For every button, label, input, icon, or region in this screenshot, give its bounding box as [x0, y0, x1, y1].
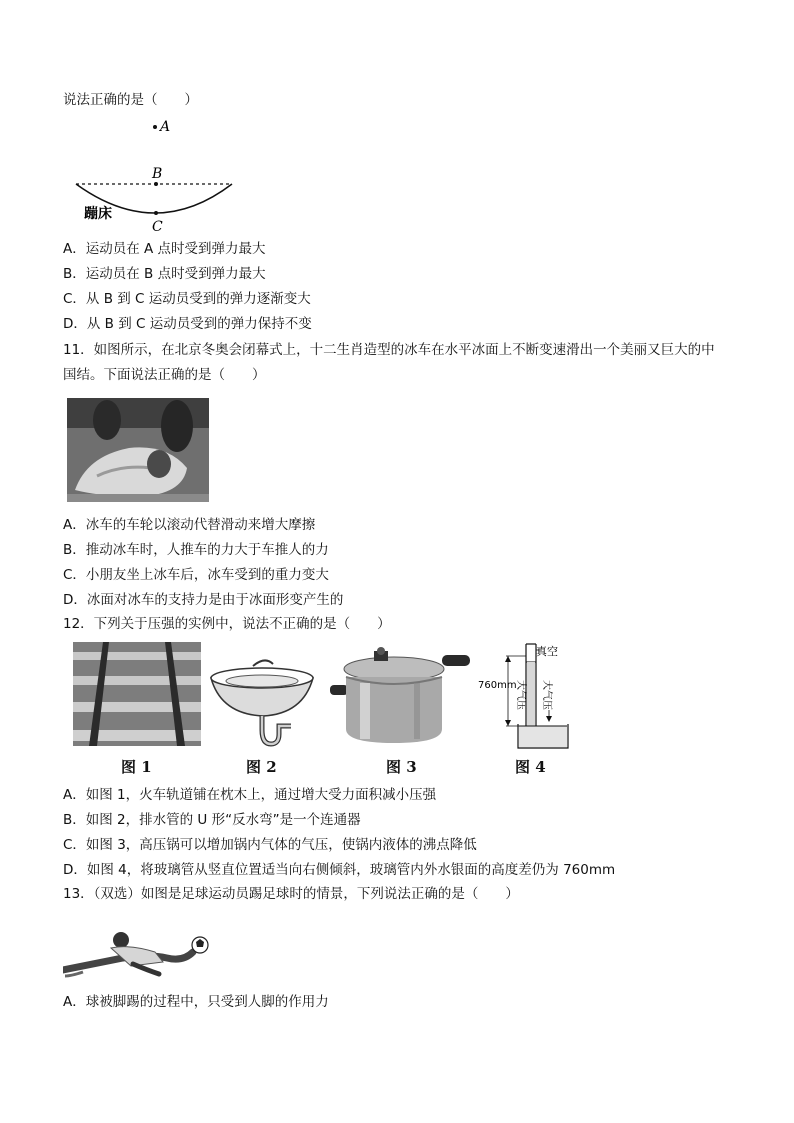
point-b-dot: [154, 182, 158, 186]
label-b: B: [152, 166, 163, 182]
q12-stem: 12．下列关于压强的实例中，说法不正确的是（ ）: [63, 616, 391, 632]
q12-option-b: B．如图 2，排水管的 U 形“反水弯”是一个连通器: [63, 812, 361, 828]
point-a-dot: [153, 125, 157, 129]
ice-cart-photo: [67, 398, 209, 502]
q10-option-a: A．运动员在 A 点时受到弹力最大: [63, 241, 266, 257]
fig1-caption: 图 1: [121, 758, 152, 776]
q10-option-c: C．从 B 到 C 运动员受到的弹力逐渐变大: [63, 291, 311, 307]
point-c-dot: [154, 211, 158, 215]
q11-stem-line2: 国结。下面说法正确的是（ ）: [63, 367, 266, 383]
fig4-atm-label-2: 大气压: [541, 680, 552, 710]
label-a: A: [160, 119, 171, 135]
q11-option-d: D．冰面对冰车的支持力是由于冰面形变产生的: [63, 592, 344, 608]
fig4-height-label: 760mm: [478, 680, 517, 691]
fig2-caption: 图 2: [246, 758, 277, 776]
q11-option-a: A．冰车的车轮以滚动代替滑动来增大摩擦: [63, 517, 316, 533]
label-c: C: [152, 219, 163, 234]
q12-option-c: C．如图 3，高压锅可以增加锅内气体的气压，使锅内液体的沸点降低: [63, 837, 477, 853]
fig4-torricelli-diagram: [478, 640, 588, 752]
q12-option-d: D．如图 4，将玻璃管从竖直位置适当向右侧倾斜，玻璃管内外水银面的高度差仍为 760mm: [63, 862, 616, 878]
trampoline-figure: [70, 114, 240, 234]
q10-option-d: D．从 B 到 C 运动员受到的弹力保持不变: [63, 316, 312, 332]
q13-stem: 13．（双选）如图是足球运动员踢足球时的情景，下列说法正确的是（ ）: [63, 886, 519, 902]
trampoline-label: 蹦床: [84, 206, 112, 222]
fig3-caption: 图 3: [386, 758, 417, 776]
q11-stem-line1: 11．如图所示，在北京冬奥会闭幕式上，十二生肖造型的冰车在水平冰面上不断变速滑出一个美丽又巨大的中: [63, 342, 715, 358]
fig3-pressure-cooker-photo: [330, 645, 470, 745]
fig2-sink-drawing: [207, 652, 317, 752]
fig4-atm-label-1: 大气压: [515, 680, 526, 710]
q10-stem-end: 说法正确的是（ ）: [63, 92, 198, 108]
q10-option-b: B．运动员在 B 点时受到弹力最大: [63, 266, 266, 282]
fig1-railway-photo: [73, 642, 201, 746]
q13-option-a: A．球被脚踢的过程中，只受到人脚的作用力: [63, 994, 329, 1010]
fig4-vacuum-label: 真空: [536, 645, 558, 658]
football-player-photo: [63, 918, 213, 982]
q11-option-b: B．推动冰车时，人推车的力大于车推人的力: [63, 542, 329, 558]
q12-option-a: A．如图 1，火车轨道铺在枕木上，通过增大受力面积减小压强: [63, 787, 437, 803]
fig4-caption: 图 4: [515, 758, 546, 776]
q11-option-c: C．小朋友坐上冰车后，冰车受到的重力变大: [63, 567, 329, 583]
